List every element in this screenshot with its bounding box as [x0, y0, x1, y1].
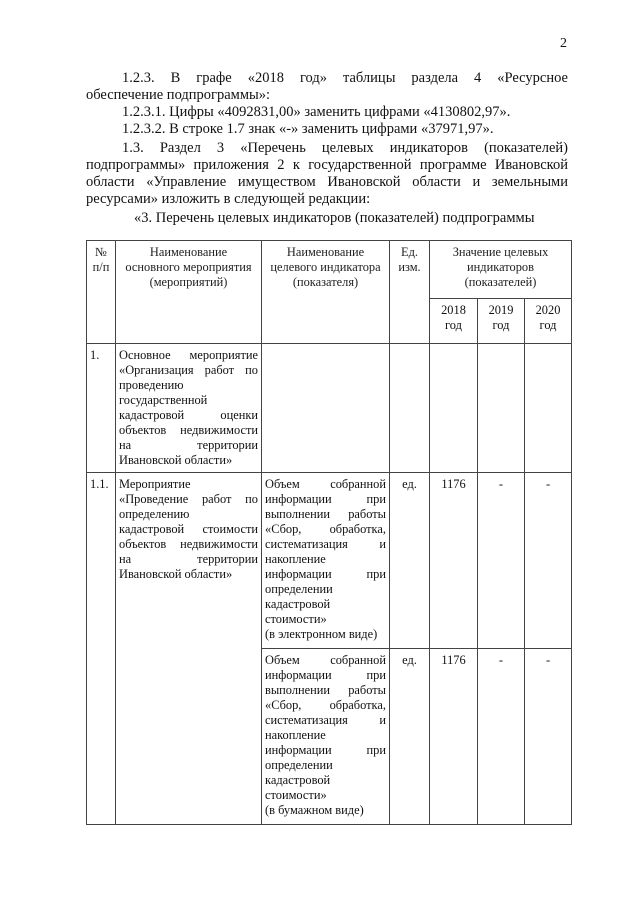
row2-2019-electronic: -: [478, 473, 525, 649]
indicators-table: [86, 240, 572, 825]
header-unit: Ед. изм.: [390, 241, 430, 344]
row2-2018-electronic: 1176: [430, 473, 478, 649]
table-row: [87, 344, 572, 473]
row2-2019-paper: -: [478, 649, 525, 825]
header-activity: Наименование основного мероприятия (мероприятий): [116, 241, 262, 344]
paragraph-1-2-3-1: 1.2.3.1. Цифры «4092831,00» заменить цифрами «4130802,97».: [122, 104, 511, 120]
paragraph-1-3-line3: области «Управление имуществом Ивановской области и земельными: [86, 174, 568, 190]
row2-indicator-paper: Объем собранной информации при выполнении работы «Сбор, обработка, систематизация и накопление информации при определении кадастровой стоимости» (в бумажном виде): [262, 649, 390, 825]
paragraph-1-2-3-cont: обеспечение подпрограммы»:: [86, 87, 271, 103]
row2-2020-electronic: -: [525, 473, 572, 649]
row2-2020-paper: -: [525, 649, 572, 825]
row2-num: 1.1.: [87, 473, 116, 825]
table-row: [87, 473, 572, 649]
row1-num: 1.: [87, 344, 116, 473]
row2-unit-paper: ед.: [390, 649, 430, 825]
row1-2019: [478, 344, 525, 473]
header-year-2020: 2020 год: [525, 299, 572, 344]
row2-activity: Мероприятие «Проведение работ по определению кадастровой стоимости объектов недвижимости на территории Ивановской области»: [116, 473, 262, 825]
paragraph-1-3-line4: ресурсами» изложить в следующей редакции:: [86, 191, 371, 207]
header-year-2019: 2019 год: [478, 299, 525, 344]
header-indicator: Наименование целевого индикатора (показателя): [262, 241, 390, 344]
row1-2018: [430, 344, 478, 473]
paragraph-1-2-3: 1.2.3. В графе «2018 год» таблицы раздела 4 «Ресурсное: [122, 70, 568, 86]
row2-indicator-electronic: Объем собранной информации при выполнении работы «Сбор, обработка, систематизация и накопление информации при определении кадастровой стоимости» (в электронном виде): [262, 473, 390, 649]
row2-unit-electronic: ед.: [390, 473, 430, 649]
row2-2018-paper: 1176: [430, 649, 478, 825]
row1-indicator: [262, 344, 390, 473]
paragraph-1-2-3-2: 1.2.3.2. В строке 1.7 знак «-» заменить цифрами «37971,97».: [122, 121, 494, 137]
paragraph-1-3-line2: подпрограммы» приложения 2 к государственной программе Ивановской: [86, 157, 568, 173]
row1-2020: [525, 344, 572, 473]
header-year-2018: 2018 год: [430, 299, 478, 344]
paragraph-1-3: 1.3. Раздел 3 «Перечень целевых индикаторов (показателей): [122, 140, 568, 156]
section-3-heading: «3. Перечень целевых индикаторов (показателей) подпрограммы: [134, 210, 535, 226]
header-num: № п/п: [87, 241, 116, 344]
row1-unit: [390, 344, 430, 473]
header-values: Значение целевых индикаторов (показателей): [430, 241, 572, 299]
page-number: 2: [560, 36, 567, 51]
row1-activity: Основное мероприятие «Организация работ по проведению государственной кадастровой оценки объектов недвижимости на территории Ивановской области»: [116, 344, 262, 473]
